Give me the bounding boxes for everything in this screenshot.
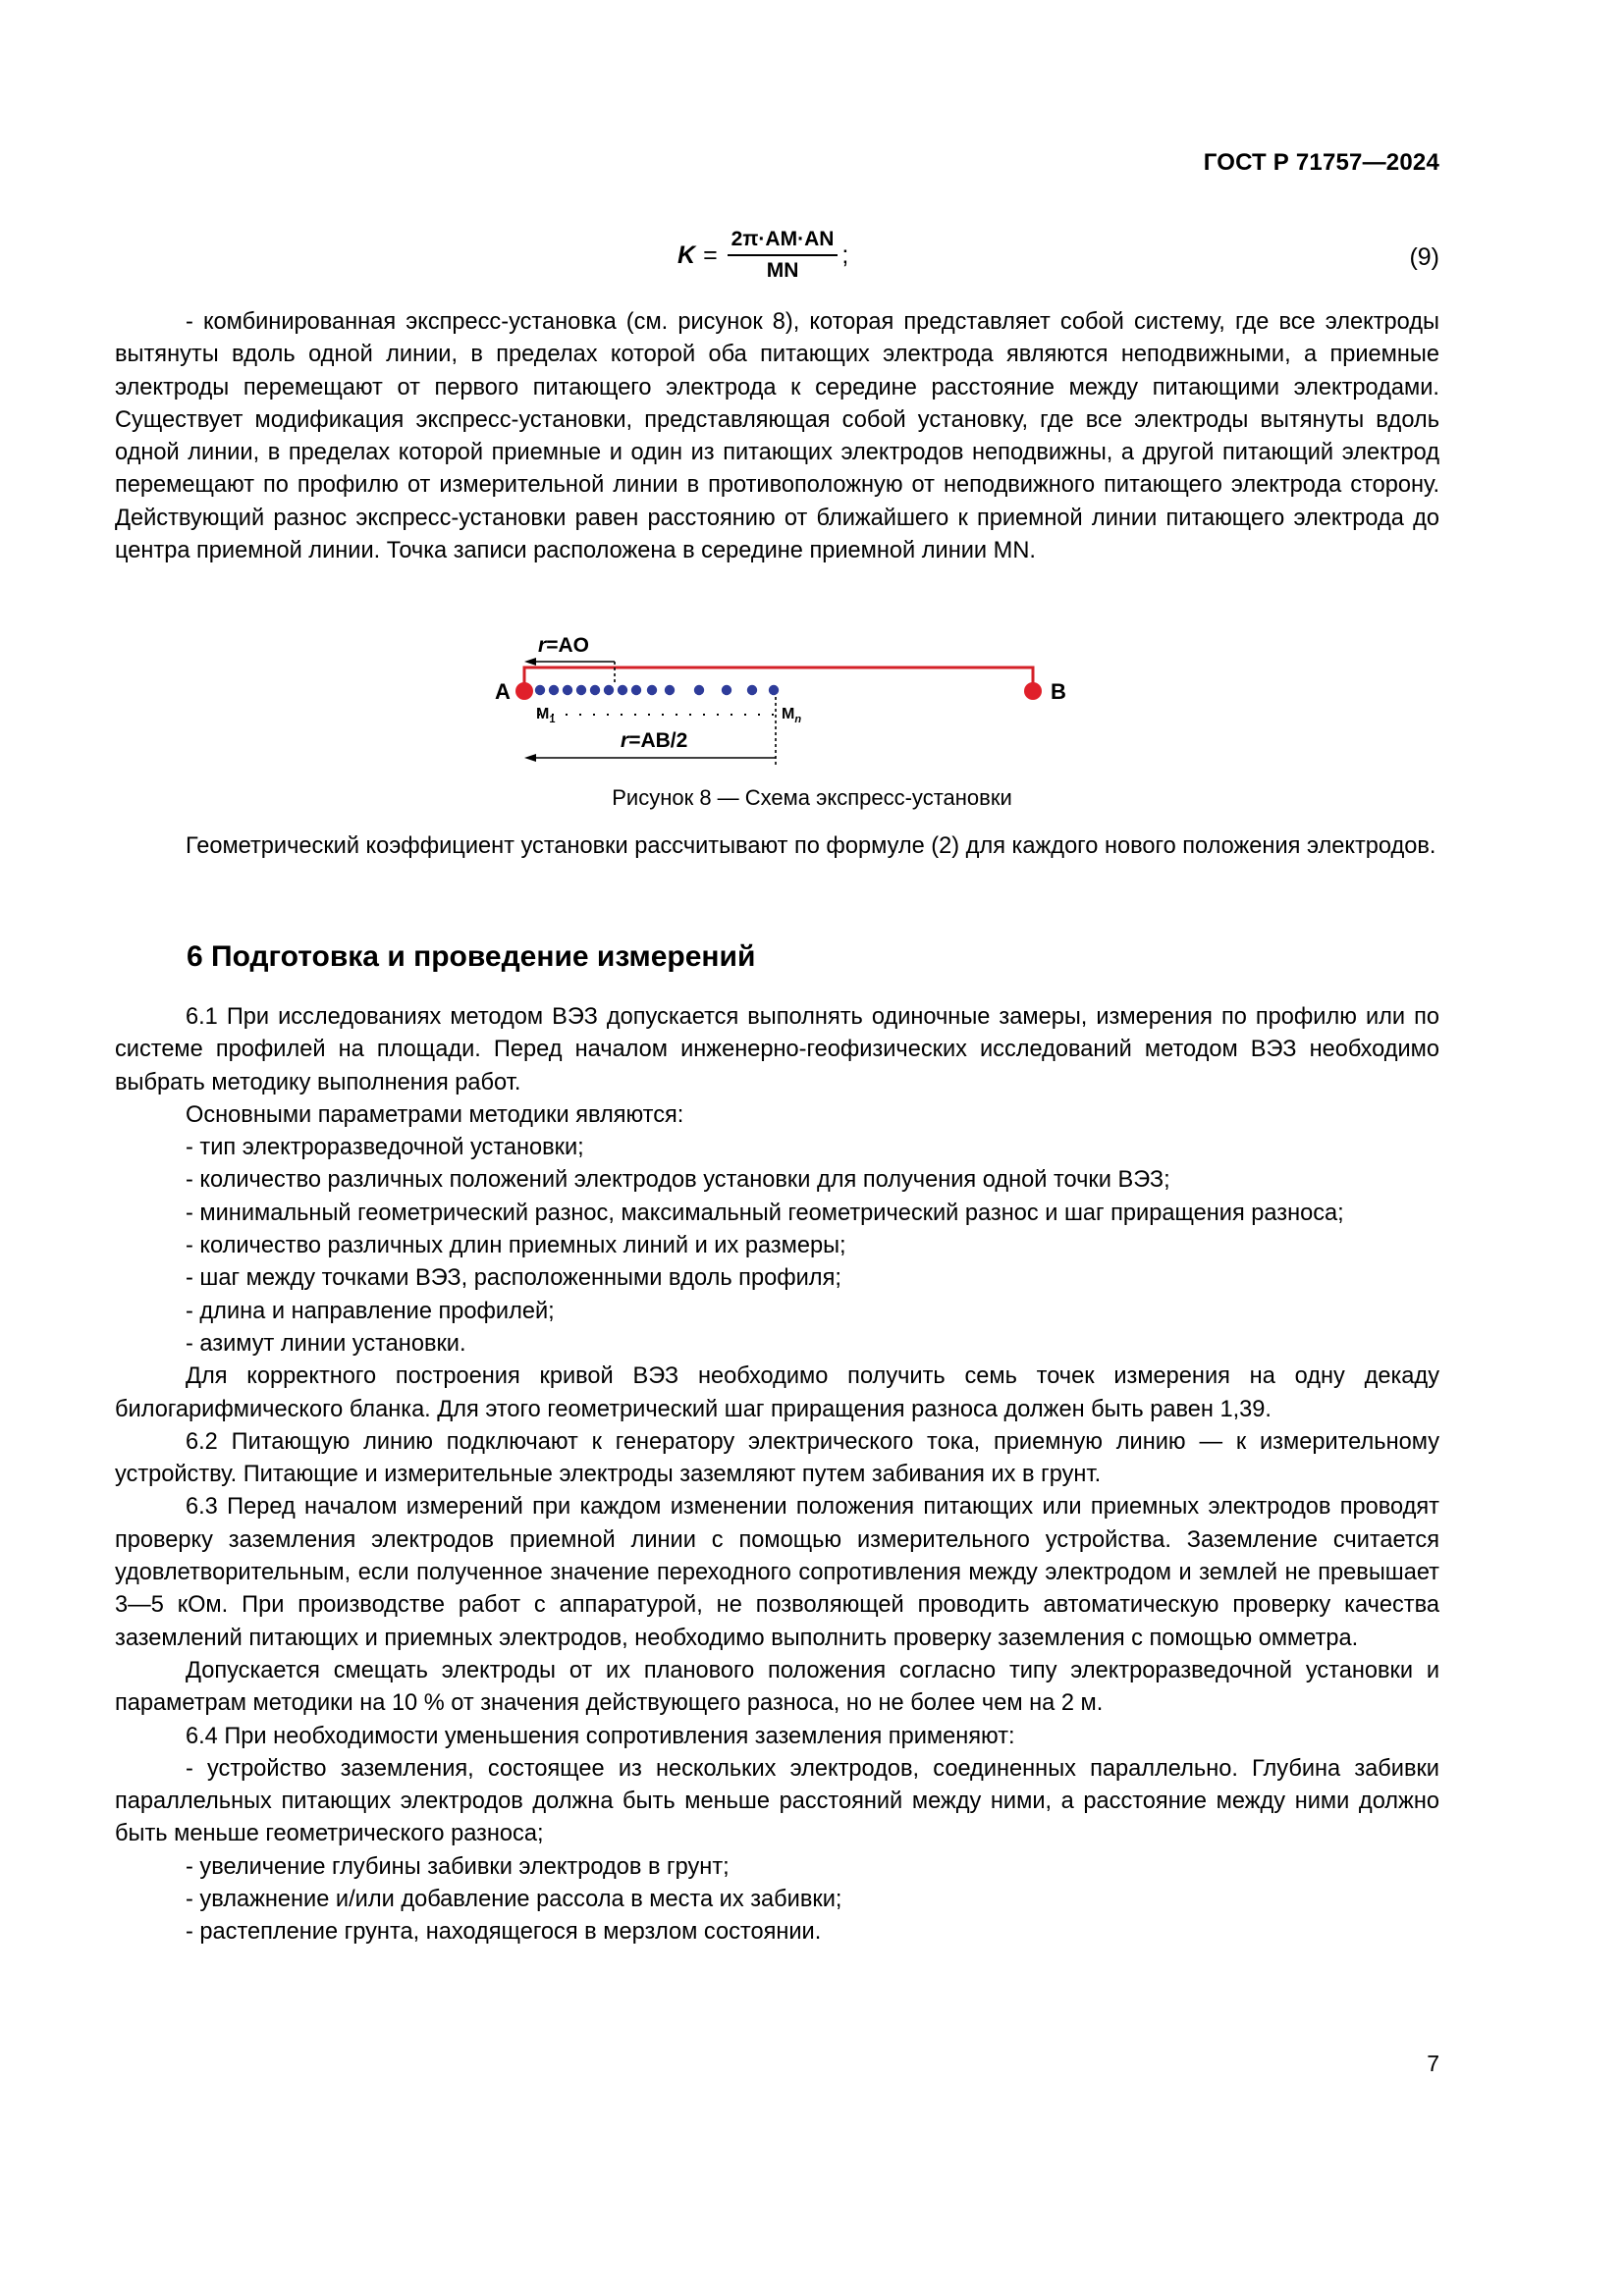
paragraph: 6.2 Питающую линию подключают к генератору электрического тока, приемную линию — к измерительному устройству. Питающие и измерительные электроды заземляют путем забивания их в грунт. <box>115 1428 1439 1488</box>
formula-9 <box>677 228 848 283</box>
electrode-b <box>1024 682 1042 700</box>
list-item: - тип электроразведочной установки; <box>186 1135 584 1161</box>
list-item: - азимут линии установки. <box>186 1330 466 1357</box>
list-item: - минимальный геометрический разнос, максимальный геометрический разнос и шаг приращения разноса; <box>186 1200 1344 1226</box>
receiver-dot <box>618 685 627 695</box>
paragraph-combined: - комбинированная экспресс-установка (см. рисунок 8), которая представляет собой систему, где все электроды вытянуты вдоль одной линии, в пределах которой оба питающих электрода являются неподвижными, а приемные электроды перемещают от первого питающего электрода к середине расстояние между питающими электродами. Существует модификация экспресс-установки, представляющая собой установку, где все электроды вытянуты вдоль одной линии, в пределах которой приемные и один из питающих электродов неподвижны, а другой питающий электрод перемещают по профилю от измерительной линии в противоположную от неподвижного питающего электрода сторону. Действующий разнос экспресс-установки равен расстоянию от ближайшего к приемной линии питающего электрода до центра приемной линии. Точка записи расположена в середине приемной линии MN. <box>115 309 1439 564</box>
receiver-dot <box>694 685 704 695</box>
section-6-body <box>115 1001 1439 1949</box>
list-item: - количество различных длин приемных линий и их размеры; <box>186 1233 846 1259</box>
list-item: - растепление грунта, находящегося в мерзлом состоянии. <box>186 1919 822 1946</box>
label-mn: $M_n$ <box>782 706 802 725</box>
paragraph: Основными параметрами методики являются: <box>186 1101 684 1128</box>
receiver-dot <box>549 685 559 695</box>
dim-ao-arrowhead <box>524 658 536 666</box>
receiver-dot <box>631 685 641 695</box>
receiver-dot <box>604 685 614 695</box>
paragraph-combined-block <box>115 306 1439 567</box>
formula-denominator: MN <box>766 259 799 282</box>
receiver-dot <box>722 685 731 695</box>
dim-ab-arrowhead <box>524 754 536 762</box>
section-6-title: 6 Подготовка и проведение измерений <box>187 940 756 973</box>
paragraph-geom-block <box>115 830 1439 863</box>
formula-number: (9) <box>1409 243 1439 271</box>
page-number: 7 <box>1427 2051 1439 2076</box>
paragraph: 6.3 Перед началом измерений при каждом изменении положения питающих или приемных электродов проводят проверку заземления электродов приемной линии с помощью измерительного устройства. Заземление считается удовлетворительным, если полученное значение переходного сопротивления между электродом и землей не превышает 3—5 кОм. При производстве работ с аппаратурой, не позволяющей проводить автоматическую проверку качества заземлений питающих и приемных электродов, необходимо выполнить проверку заземления с помощью омметра. <box>115 1494 1439 1651</box>
formula-fraction <box>728 228 839 283</box>
figure-8-diagram <box>481 628 1090 785</box>
formula-equals: = <box>703 240 718 269</box>
formula-tail: ; <box>841 240 849 269</box>
list-item: - увлажнение и/или добавление рассола в места их забивки; <box>186 1887 842 1913</box>
receiver-dot <box>590 685 600 695</box>
label-r-ab: r=AB/2 <box>621 729 688 752</box>
label-b: B <box>1051 679 1066 704</box>
receiver-dot <box>665 685 675 695</box>
list-item: - шаг между точками ВЭЗ, расположенными вдоль профиля; <box>186 1265 841 1292</box>
receiver-dot <box>769 685 779 695</box>
formula-lhs: K <box>677 240 696 269</box>
power-line <box>524 667 1033 689</box>
paragraph-geom: Геометрический коэффициент установки рассчитывают по формуле (2) для каждого нового положения электродов. <box>186 833 1436 859</box>
paragraph: Для корректного построения кривой ВЭЗ необходимо получить семь точек измерения на одну декаду билогарифмического бланка. Для этого геометрический шаг приращения разноса должен быть равен 1,39. <box>115 1363 1439 1422</box>
paragraph: 6.1 При исследованиях методом ВЭЗ допускается выполнять одиночные замеры, измерения по профилю или по системе профилей на площади. Перед началом инженерно-геофизических исследований методом ВЭЗ необходимо выбрать методику выполнения работ. <box>115 1004 1439 1095</box>
receiver-dot <box>647 685 657 695</box>
label-a: A <box>495 679 511 704</box>
list-item: - длина и направление профилей; <box>186 1298 555 1324</box>
electrode-a <box>515 682 533 700</box>
paragraph: Допускается смещать электроды от их планового положения согласно типу электроразведочной установки и параметрам методики на 10 % от значения действующего разноса, но не более чем на 2 м. <box>115 1657 1439 1717</box>
label-m1: $M_1$ <box>536 706 556 725</box>
paragraph: 6.4 При необходимости уменьшения сопротивления заземления применяют: <box>186 1723 1015 1749</box>
receiver-electrodes <box>535 685 779 695</box>
receiver-dot <box>747 685 757 695</box>
receiver-dot <box>535 685 545 695</box>
list-item: - устройство заземления, состоящее из нескольких электродов, соединенных параллельно. Глубина забивки параллельных питающих электродов должна быть меньше расстояний между ними, а расстояние между ними должно быть меньше геометрического разноса; <box>115 1755 1439 1847</box>
label-r-ao: r=AO <box>538 634 589 657</box>
figure-8-caption: Рисунок 8 — Схема экспресс-установки <box>612 785 1012 810</box>
document-header: ГОСТ Р 71757—2024 <box>1203 149 1439 176</box>
receiver-dot <box>576 685 586 695</box>
receiver-dot <box>563 685 572 695</box>
formula-numerator: 2π·AM·AN <box>728 228 839 256</box>
list-item: - увеличение глубины забивки электродов в грунт; <box>186 1853 730 1880</box>
list-item: - количество различных положений электродов установки для получения одной точки ВЭЗ; <box>186 1167 1170 1194</box>
